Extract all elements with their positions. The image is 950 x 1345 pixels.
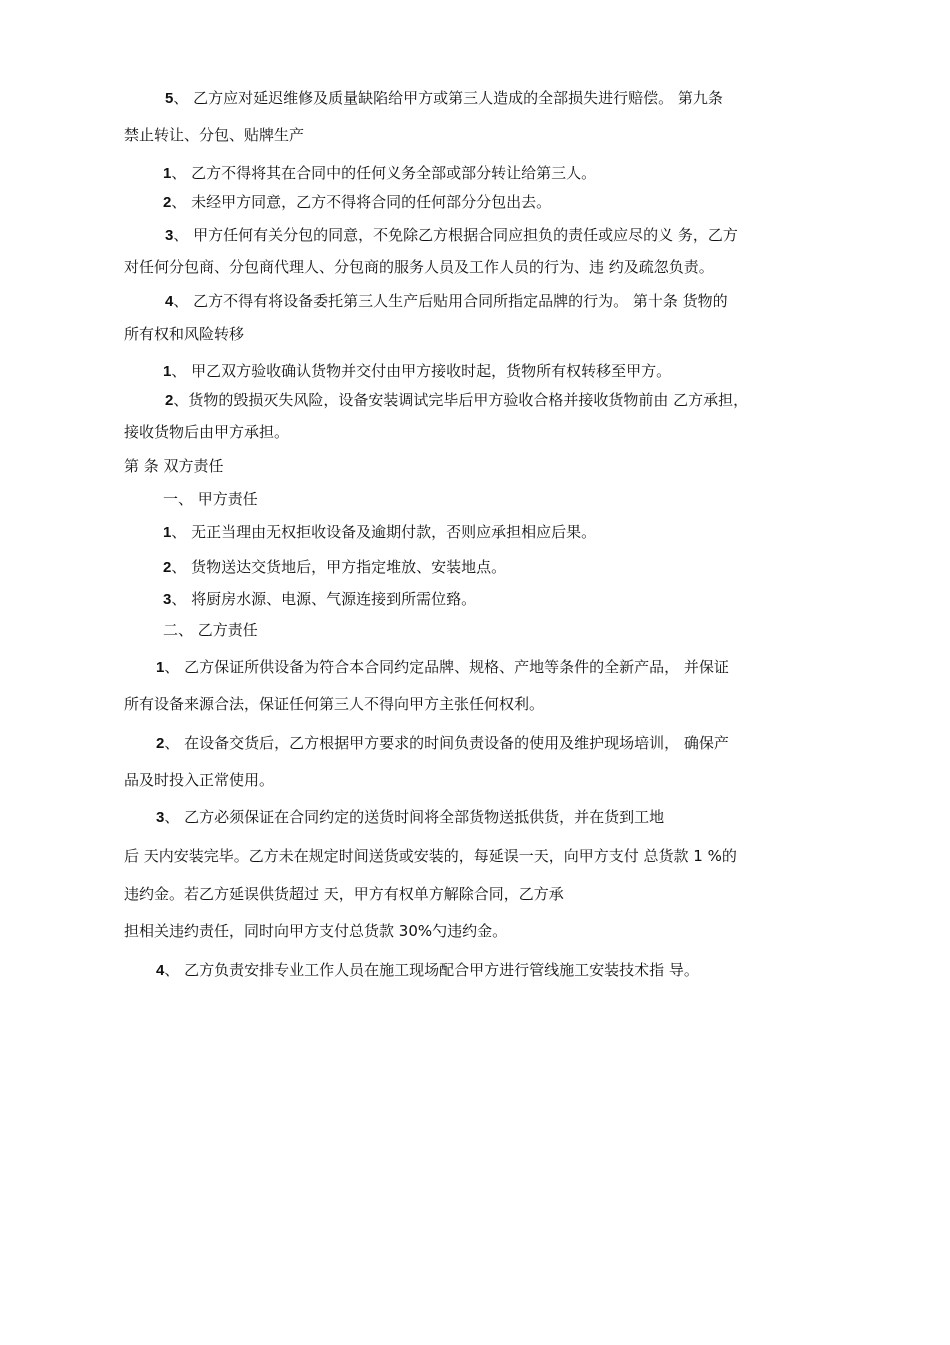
paragraph-line: 担相关违约责任，同时向甲方支付总货款 30%勺违约金。 [124,922,508,940]
paragraph-line: 禁止转让、分包、贴牌生产 [124,126,305,144]
paragraph-line: 5、 乙方应对延迟维修及质量缺陷给甲方或第三人造成的全部损失进行赔偿。 第九条 [165,89,723,107]
list-item: 1、 无正当理由无权拒收设备及逾期付款，否则应承担相应后果。 [163,523,597,541]
list-item: 3、 将厨房水源、电源、气源连接到所需位臵。 [163,590,477,608]
list-item: 3、 乙方必须保证在合同约定的送货时间将全部货物送抵供货，并在货到工地 [156,808,665,826]
section-heading: 所有权和风险转移 [124,325,245,343]
list-item: 2、 货物送达交货地后，甲方指定堆放、安装地点。 [163,558,507,576]
list-item: 1、 甲乙双方验收确认货物并交付由甲方接收时起，货物所有权转移至甲方。 [163,362,672,380]
paragraph-line: 违约金。若乙方延误供货超过 天，甲方有权单方解除合同，乙方承 [124,885,564,903]
paragraph-line: 对任何分包商、分包商代理人、分包商的服务人员及工作人员的行为、违 约及疏忽负责。 [124,258,714,276]
list-item: 2、 未经甲方同意，乙方不得将合同的任何部分分包出去。 [163,193,552,211]
list-item: 1、 乙方不得将其在合同中的任何义务全部或部分转让给第三人。 [163,164,597,182]
paragraph-line: 所有设备来源合法，保证任何第三人不得向甲方主张任何权利。 [124,695,545,713]
paragraph-line: 品及时投入正常使用。 [124,771,275,789]
list-item: 4、 乙方不得有将设备委托第三人生产后贴用合同所指定品牌的行为。 第十条 货物的 [165,292,728,310]
subsection-heading: 二、 乙方责任 [163,621,258,639]
subsection-heading: 一、 甲方责任 [163,490,258,508]
list-item: 2、货物的毁损灭失风险，设备安装调试完毕后甲方验收合格并接收货物前由 乙方承担， [165,391,749,409]
section-heading: 第 条 双方责任 [124,457,224,475]
list-item: 2、 在设备交货后，乙方根据甲方要求的时间负责设备的使用及维护现场培训， 确保产 [156,734,729,752]
paragraph-line: 接收货物后由甲方承担。 [124,423,290,441]
list-item: 3、 甲方任何有关分包的同意，不免除乙方根据合同应担负的责任或应尽的义 务，乙方 [165,226,738,244]
list-item: 1、 乙方保证所供设备为符合本合同约定品牌、规格、产地等条件的全新产品， 并保证 [156,658,729,676]
list-item: 4、 乙方负责安排专业工作人员在施工现场配合甲方进行管线施工安装技术指 导。 [156,961,699,979]
paragraph-line: 后 天内安装完毕。乙方未在规定时间送货或安装的，每延误一天，向甲方支付 总货款 1 %的 [124,847,737,865]
